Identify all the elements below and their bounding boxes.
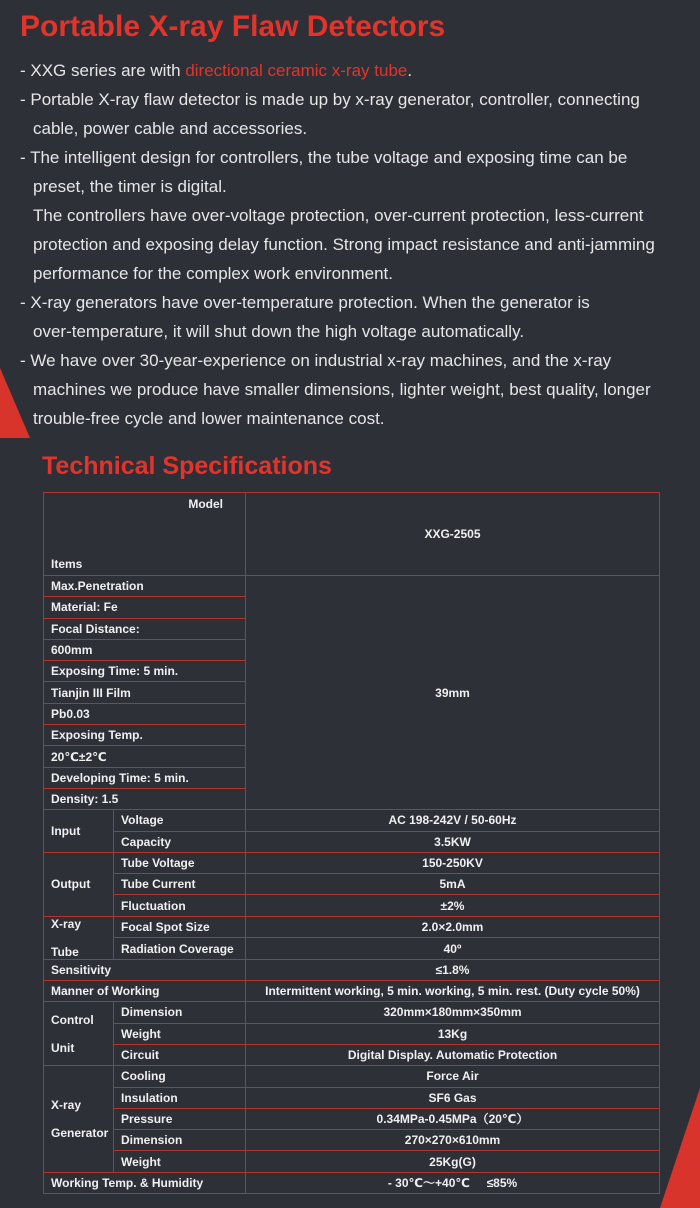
spec-value: 270×270×610mm xyxy=(246,1130,660,1151)
spec-label: Weight xyxy=(114,1151,246,1172)
table-row xyxy=(44,1087,660,1108)
spec-label: Tube Voltage xyxy=(114,852,246,873)
table-row xyxy=(44,831,660,852)
group-control-unit: Control Unit xyxy=(44,1002,114,1066)
table-row xyxy=(44,1023,660,1044)
header-items-label: Items xyxy=(51,557,83,571)
group-input: Input xyxy=(44,810,114,853)
spec-label: Working Temp. & Humidity xyxy=(44,1172,246,1193)
header-cell xyxy=(44,493,246,576)
feature-item-over-temperature-cont: over-temperature, it will shut down the high voltage automatically. xyxy=(33,322,525,341)
feature-list xyxy=(20,56,690,433)
feature-item-composition: - Portable X-ray flaw detector is made up by x-ray generator, controller, connecting xyxy=(20,90,640,109)
spec-label: Pressure xyxy=(114,1108,246,1129)
spec-value: 13Kg xyxy=(246,1023,660,1044)
penetration-condition: Density: 1.5 xyxy=(44,788,246,809)
spec-label: Focal Spot Size xyxy=(114,916,246,938)
table-row xyxy=(44,493,660,576)
feature-item-protection: The controllers have over-voltage protection, over-current protection, less-current xyxy=(33,206,644,225)
spec-value: 3.5KW xyxy=(246,831,660,852)
penetration-condition: Exposing Temp. xyxy=(44,725,246,746)
spec-label: Weight xyxy=(114,1023,246,1044)
spec-label: Voltage xyxy=(114,810,246,831)
feature-item-over-temperature: - X-ray generators have over-temperature protection. When the generator is xyxy=(20,293,590,312)
spec-value: Intermittent working, 5 min. working, 5 min. rest. (Duty cycle 50%) xyxy=(246,981,660,1002)
table-row xyxy=(44,1151,660,1172)
table-row xyxy=(44,810,660,831)
penetration-condition: 600mm xyxy=(44,639,246,660)
table-row xyxy=(44,1066,660,1087)
feature-item-protection-cont: protection and exposing delay function. Strong impact resistance and anti-jamming xyxy=(33,235,655,254)
spec-value: 320mm×180mm×350mm xyxy=(246,1002,660,1023)
penetration-condition: Exposing Time: 5 min. xyxy=(44,661,246,682)
spec-value: SF6 Gas xyxy=(246,1087,660,1108)
spec-value: - 30℃～+40℃ ≤85% xyxy=(246,1172,660,1193)
table-row xyxy=(44,852,660,873)
table-row xyxy=(44,1002,660,1023)
table-row xyxy=(44,874,660,895)
table-row xyxy=(44,1044,660,1065)
spec-title: Technical Specifications xyxy=(42,452,332,480)
penetration-condition: Pb0.03 xyxy=(44,703,246,724)
spec-value: AC 198-242V / 50-60Hz xyxy=(246,810,660,831)
penetration-value: 39mm xyxy=(246,576,660,810)
page-title: Portable X-ray Flaw Detectors xyxy=(20,10,446,43)
table-row xyxy=(44,1172,660,1193)
header-model-label: Model xyxy=(188,497,223,511)
table-row xyxy=(44,1130,660,1151)
penetration-condition: Tianjin III Film xyxy=(44,682,246,703)
red-corner-decoration-right xyxy=(660,1088,700,1208)
spec-label: Dimension xyxy=(114,1002,246,1023)
feature-item-protection-cont2: performance for the complex work environment. xyxy=(33,264,393,283)
spec-table xyxy=(43,492,660,1194)
spec-value: ≤1.8% xyxy=(246,959,660,980)
penetration-label: Max.Penetration xyxy=(44,576,246,597)
group-output: Output xyxy=(44,852,114,916)
feature-item-intelligent-design-cont: preset, the timer is digital. xyxy=(33,177,227,196)
spec-value: 25Kg(G) xyxy=(246,1151,660,1172)
table-row xyxy=(44,576,660,597)
spec-label: Insulation xyxy=(114,1087,246,1108)
table-row xyxy=(44,981,660,1002)
table-row xyxy=(44,938,660,960)
spec-value: 0.34MPa-0.45MPa（20℃） xyxy=(246,1108,660,1129)
penetration-condition: Focal Distance: xyxy=(44,618,246,639)
table-row xyxy=(44,1108,660,1129)
feature-item-experience-cont: machines we produce have smaller dimensions, lighter weight, best quality, longer xyxy=(33,380,651,399)
spec-label: Cooling xyxy=(114,1066,246,1087)
spec-label: Dimension xyxy=(114,1130,246,1151)
model-value: XXG-2505 xyxy=(246,493,660,576)
spec-label: Fluctuation xyxy=(114,895,246,916)
table-row xyxy=(44,895,660,916)
highlight-ceramic-tube: directional ceramic x-ray tube xyxy=(185,61,408,80)
spec-value: 40º xyxy=(246,938,660,960)
spec-label: Capacity xyxy=(114,831,246,852)
spec-value: ±2% xyxy=(246,895,660,916)
table-row xyxy=(44,916,660,938)
spec-value: 5mA xyxy=(246,874,660,895)
spec-label: Tube Current xyxy=(114,874,246,895)
feature-item-experience-cont2: trouble-free cycle and lower maintenance cost. xyxy=(33,409,385,428)
spec-value: Force Air xyxy=(246,1066,660,1087)
spec-label: Radiation Coverage xyxy=(114,938,246,960)
feature-item-ceramic-tube: - XXG series are with directional ceramic x-ray tube. xyxy=(20,61,413,80)
spec-value: Digital Display. Automatic Protection xyxy=(246,1044,660,1065)
penetration-condition: 20℃±2℃ xyxy=(44,746,246,767)
spec-label: Sensitivity xyxy=(44,959,246,980)
penetration-condition: Developing Time: 5 min. xyxy=(44,767,246,788)
feature-item-experience: - We have over 30-year-experience on industrial x-ray machines, and the x-ray xyxy=(20,351,612,370)
spec-label: Circuit xyxy=(114,1044,246,1065)
feature-item-intelligent-design: - The intelligent design for controllers, the tube voltage and exposing time can be xyxy=(20,148,628,167)
group-xray-generator: X-ray Generator xyxy=(44,1066,114,1172)
group-xray-tube: X-ray Tube xyxy=(44,916,114,959)
spec-value: 2.0×2.0mm xyxy=(246,916,660,938)
penetration-condition: Material: Fe xyxy=(44,597,246,618)
spec-value: 150-250KV xyxy=(246,852,660,873)
feature-item-composition-cont: cable, power cable and accessories. xyxy=(33,119,308,138)
table-row xyxy=(44,959,660,980)
spec-label: Manner of Working xyxy=(44,981,246,1002)
